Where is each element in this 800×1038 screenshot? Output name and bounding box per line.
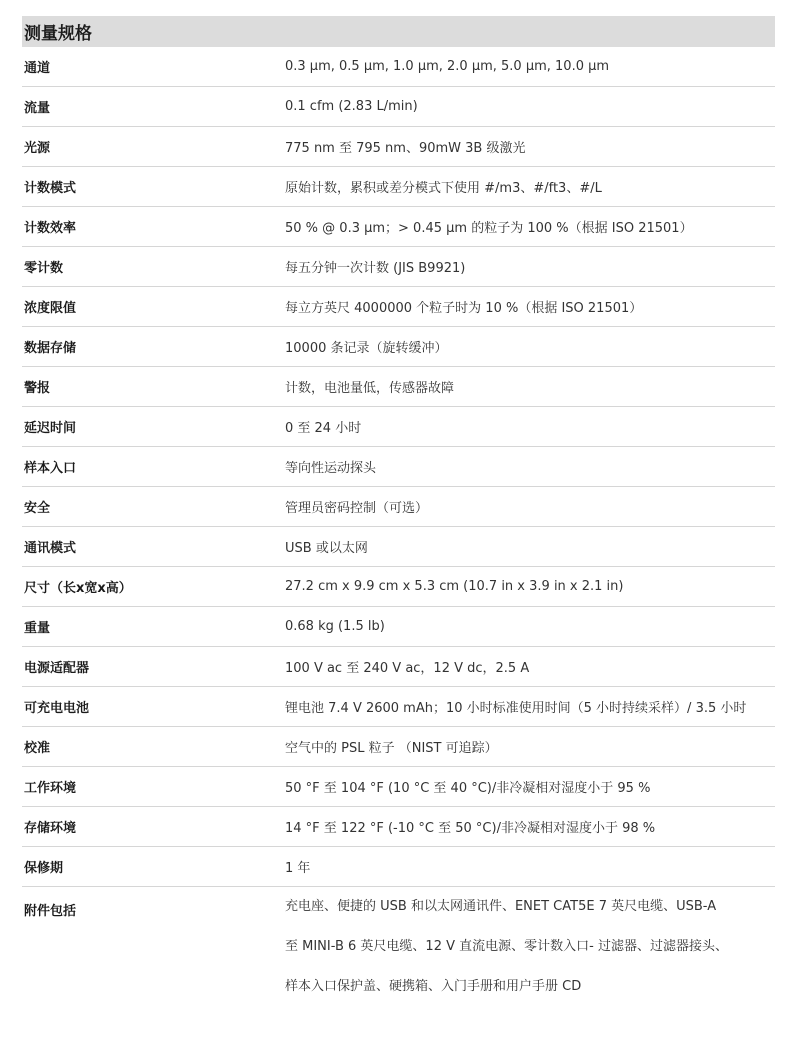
spec-row (22, 567, 775, 607)
spec-value: 100 V ac 至 240 V ac，12 V dc，2.5 A (285, 661, 530, 676)
spec-row (22, 87, 775, 127)
spec-label: 附件包括 (24, 904, 77, 919)
spec-value: 每立方英尺 4000000 个粒子时为 10 %（根据 ISO 21501） (285, 301, 643, 316)
spec-value: 原始计数，累积或差分模式下使用 #/m3、#/ft3、#/L (285, 181, 602, 196)
spec-label: 流量 (24, 101, 51, 116)
accessories-line: 至 MINI-B 6 英尺电缆、12 V 直流电源、零计数入口- 过滤器、过滤器接头、 (285, 939, 728, 954)
spec-value: 0.68 kg (1.5 lb) (285, 619, 385, 634)
spec-row (22, 367, 775, 407)
spec-value: 等向性运动探头 (285, 461, 377, 476)
spec-label: 警报 (24, 381, 51, 396)
spec-label: 尺寸（长x宽x高） (24, 581, 132, 596)
spec-row (22, 287, 775, 327)
accessories-line: 充电座、便捷的 USB 和以太网通讯件、ENET CAT5E 7 英尺电缆、USB-A (285, 899, 717, 914)
spec-row (22, 127, 775, 167)
spec-value: 计数，电池量低，传感器故障 (285, 381, 455, 396)
spec-label: 通讯模式 (24, 541, 77, 556)
spec-value: 管理员密码控制（可选） (285, 501, 429, 516)
spec-row (22, 607, 775, 647)
spec-value: 1 年 (285, 861, 311, 876)
spec-value: 锂电池 7.4 V 2600 mAh；10 小时标准使用时间（5 小时持续采样）/ 3.5 小时 (285, 701, 747, 716)
spec-label: 校准 (24, 741, 51, 756)
spec-label: 延迟时间 (24, 421, 77, 436)
spec-sheet (22, 16, 775, 1007)
spec-row-accessories (22, 887, 775, 1007)
spec-label: 工作环境 (24, 781, 77, 796)
spec-row (22, 407, 775, 447)
spec-row (22, 247, 775, 287)
spec-row (22, 647, 775, 687)
accessories-line: 样本入口保护盖、硬携箱、入门手册和用户手册 CD (285, 979, 582, 994)
spec-label: 光源 (24, 141, 51, 156)
spec-row (22, 527, 775, 567)
spec-row (22, 447, 775, 487)
spec-row (22, 47, 775, 87)
spec-value: 空气中的 PSL 粒子 （NIST 可追踪） (285, 741, 498, 756)
spec-table (22, 47, 775, 887)
spec-label: 重量 (24, 621, 51, 636)
spec-value: 0.3 μm, 0.5 μm, 1.0 μm, 2.0 μm, 5.0 μm, 10.0 μm (285, 59, 610, 74)
spec-value: 0.1 cfm (2.83 L/min) (285, 99, 418, 114)
spec-value: 50 °F 至 104 °F (10 °C 至 40 °C)/非冷凝相对湿度小于 95 % (285, 781, 651, 796)
spec-row (22, 687, 775, 727)
spec-label: 电源适配器 (24, 661, 90, 676)
spec-label: 可充电电池 (24, 701, 90, 716)
spec-label: 计数模式 (24, 181, 77, 196)
spec-row (22, 487, 775, 527)
spec-value: 10000 条记录（旋转缓冲） (285, 341, 448, 356)
spec-label: 安全 (24, 501, 51, 516)
spec-value: 50 % @ 0.3 μm；> 0.45 μm 的粒子为 100 %（根据 ISO 21501） (285, 221, 693, 236)
spec-label: 浓度限值 (24, 301, 77, 316)
section-title: 测量规格 (22, 16, 775, 47)
spec-label: 零计数 (24, 261, 64, 276)
spec-value: 0 至 24 小时 (285, 421, 362, 436)
spec-label: 保修期 (24, 861, 64, 876)
spec-row (22, 847, 775, 887)
spec-value: 每五分钟一次计数 (JIS B9921) (285, 261, 466, 276)
spec-value: 27.2 cm x 9.9 cm x 5.3 cm (10.7 in x 3.9 in x 2.1 in) (285, 579, 624, 594)
spec-row (22, 167, 775, 207)
spec-value: 14 °F 至 122 °F (-10 °C 至 50 °C)/非冷凝相对湿度小于 98 % (285, 821, 656, 836)
spec-row (22, 807, 775, 847)
spec-label: 通道 (24, 61, 51, 76)
spec-row (22, 767, 775, 807)
spec-label: 数据存储 (24, 341, 77, 356)
spec-row (22, 727, 775, 767)
spec-label: 计数效率 (24, 221, 77, 236)
spec-value: 775 nm 至 795 nm、90mW 3B 级激光 (285, 141, 526, 156)
spec-label: 样本入口 (24, 461, 77, 476)
spec-value: USB 或以太网 (285, 541, 368, 556)
spec-value (285, 887, 775, 1020)
spec-label: 存储环境 (24, 821, 77, 836)
spec-row (22, 207, 775, 247)
spec-row (22, 327, 775, 367)
